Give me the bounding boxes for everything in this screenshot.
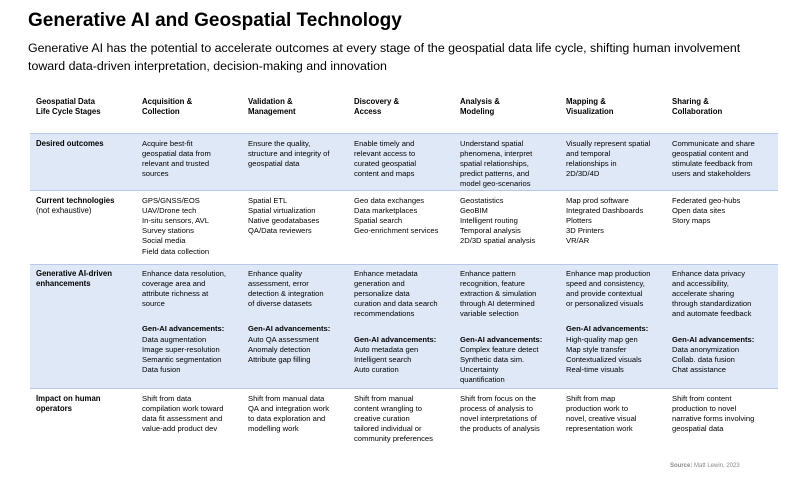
- cell-line: GeoBIM: [460, 205, 488, 215]
- advancement-line: Complex feature detect: [460, 344, 539, 354]
- cell-line: variable selection: [460, 309, 519, 319]
- advancement-line: Real-time visuals: [566, 365, 624, 375]
- cell-line: Shift from manual: [354, 393, 414, 403]
- advancement-line: Synthetic data sim.: [460, 354, 525, 364]
- cell-line: and accessibility,: [672, 278, 729, 288]
- table-cell: [666, 264, 778, 388]
- table-cell: [666, 190, 778, 264]
- cell-line: geospatial data: [672, 424, 724, 434]
- table-cell: [242, 388, 348, 452]
- cell-line: community preferences: [354, 434, 433, 444]
- row-label-line: operators: [36, 403, 72, 413]
- cell-line: Shift from data: [142, 393, 192, 403]
- column-header-line: Management: [248, 107, 296, 117]
- cell-line: Enhance metadata: [354, 268, 418, 278]
- cell-line: tailored individual or: [354, 424, 422, 434]
- table-cell: [348, 190, 454, 264]
- cell-line: Plotters: [566, 215, 592, 225]
- column-header: [348, 93, 454, 133]
- cell-line: Enhance map production: [566, 268, 651, 278]
- cell-line: Story maps: [672, 215, 711, 225]
- cell-line: model geo-scenarios: [460, 179, 531, 189]
- header-corner: [30, 93, 136, 133]
- cell-line: QA/Data reviewers: [248, 226, 312, 236]
- source-label: Source:: [670, 463, 693, 469]
- table-cell: [136, 133, 242, 190]
- cell-line: Shift from map: [566, 393, 616, 403]
- cell-line: production work to: [566, 403, 629, 413]
- row-impact: [30, 388, 778, 452]
- cell-line: curation and data search: [354, 299, 438, 309]
- advancement-line: Data augmentation: [142, 334, 207, 344]
- cell-line: modelling work: [248, 424, 299, 434]
- row-label: [30, 264, 136, 388]
- advancements-heading: Gen-AI advancements:: [566, 324, 649, 334]
- cell-line: Shift from manual data: [248, 393, 325, 403]
- table-cell: [560, 388, 666, 452]
- advancement-line: Data fusion: [142, 365, 181, 375]
- cell-line: attribute richness at: [142, 288, 209, 298]
- cell-line: Shift from focus on the: [460, 393, 536, 403]
- column-header-line: Visualization: [566, 107, 614, 117]
- header-corner-line: Life Cycle Stages: [36, 107, 101, 117]
- cell-line: novel interpretations of: [460, 413, 537, 423]
- table-cell: [348, 133, 454, 190]
- column-header-line: Acquisition &: [142, 97, 193, 106]
- cell-line: In-situ sensors, AVL: [142, 215, 209, 225]
- cell-line: Temporal analysis: [460, 226, 521, 236]
- cell-line: assessment, error: [248, 278, 309, 288]
- cell-line: Geostatistics: [460, 195, 504, 205]
- column-header: [242, 93, 348, 133]
- cell-line: predict patterns, and: [460, 169, 530, 179]
- cell-line: content and maps: [354, 169, 415, 179]
- cell-line: accelerate sharing: [672, 288, 735, 298]
- advancement-line: quantification: [460, 375, 505, 385]
- page-title: Generative AI and Geospatial Technology: [28, 10, 402, 31]
- source-credit: [670, 463, 740, 469]
- cell-line: curated geospatial: [354, 158, 417, 168]
- advancement-line: Uncertainty: [460, 365, 499, 375]
- cell-line: sources: [142, 169, 169, 179]
- cell-line: personalize data: [354, 288, 410, 298]
- cell-line: representation work: [566, 424, 633, 434]
- table-cell: [454, 133, 560, 190]
- cell-line: generation and: [354, 278, 405, 288]
- cell-line: Federated geo-hubs: [672, 195, 741, 205]
- cell-line: Ensure the quality,: [248, 138, 311, 148]
- row-label: [30, 190, 136, 264]
- cell-line: content wrangling to: [354, 403, 422, 413]
- column-header-line: Collection: [142, 107, 180, 117]
- cell-line: phenomena, interpret: [460, 148, 533, 158]
- row-current: [30, 190, 778, 264]
- cell-line: geospatial data from: [142, 148, 211, 158]
- row-label-text: Desired outcomes: [36, 138, 104, 148]
- cell-line: compilation work toward: [142, 403, 224, 413]
- advancement-line: Auto QA assessment: [248, 334, 319, 344]
- cell-line: speed and consistency,: [566, 278, 645, 288]
- table-cell: [454, 388, 560, 452]
- column-header-line: Discovery &: [354, 97, 400, 106]
- header-corner-line: Geospatial Data: [36, 97, 95, 106]
- cell-line: data fit assessment and: [142, 413, 223, 423]
- table-cell: [242, 190, 348, 264]
- cell-line: Enable timely and: [354, 138, 415, 148]
- column-header-line: Mapping &: [566, 97, 606, 106]
- row-label-line: Impact on human: [36, 393, 101, 403]
- cell-line: to data exploration and: [248, 413, 326, 423]
- column-header: [454, 93, 560, 133]
- life-cycle-table: [30, 93, 778, 452]
- cell-line: creative curation: [354, 413, 410, 423]
- advancements-heading: Gen-AI advancements:: [354, 334, 437, 344]
- advancement-line: Image super-resolution: [142, 344, 220, 354]
- row-label-line: enhancements: [36, 278, 91, 288]
- cell-line: Geo data exchanges: [354, 195, 425, 205]
- cell-line: spatial relationships,: [460, 158, 529, 168]
- cell-line: Field data collection: [142, 246, 210, 256]
- source-text: Matt Lewin, 2023: [692, 463, 740, 469]
- advancement-line: Anomaly detection: [248, 344, 311, 354]
- advancement-line: Semantic segmentation: [142, 354, 222, 364]
- column-header-line: Sharing &: [672, 97, 709, 106]
- cell-line: Social media: [142, 236, 186, 246]
- row-label-text: Current technologies: [36, 195, 115, 205]
- cell-line: 2D/3D/4D: [566, 169, 600, 179]
- table-cell: [136, 190, 242, 264]
- column-header-line: Access: [354, 107, 382, 117]
- cell-line: Enhance data privacy: [672, 268, 746, 278]
- advancement-line: Intelligent search: [354, 354, 412, 364]
- cell-line: geospatial content and: [672, 148, 749, 158]
- row-label-line: Generative AI-driven: [36, 268, 112, 278]
- column-header: [560, 93, 666, 133]
- cell-line: Spatial virtualization: [248, 205, 316, 215]
- table-cell: [454, 264, 560, 388]
- cell-line: relationships in: [566, 158, 617, 168]
- table-cell: [666, 133, 778, 190]
- row-desired: [30, 133, 778, 190]
- cell-line: GPS/GNSS/EOS: [142, 195, 200, 205]
- cell-line: relevant and trusted: [142, 158, 210, 168]
- cell-line: recognition, feature: [460, 278, 526, 288]
- table-cell: [666, 388, 778, 452]
- cell-line: UAV/Drone tech: [142, 205, 197, 215]
- cell-line: recommendations: [354, 309, 415, 319]
- table-cell: [560, 190, 666, 264]
- table-cell: [348, 264, 454, 388]
- advancement-line: Chat assistance: [672, 365, 727, 375]
- cell-line: Spatial search: [354, 215, 403, 225]
- column-header-line: Collaboration: [672, 107, 723, 117]
- cell-line: Intelligent routing: [460, 215, 518, 225]
- advancements-heading: Gen-AI advancements:: [672, 334, 755, 344]
- table-cell: [348, 388, 454, 452]
- table-cell: [136, 388, 242, 452]
- cell-line: through AI determined: [460, 299, 535, 309]
- advancement-line: High-quality map gen: [566, 334, 638, 344]
- cell-line: Open data sites: [672, 205, 726, 215]
- row-label-note: (not exhaustive): [36, 205, 92, 215]
- column-header: [136, 93, 242, 133]
- cell-line: Native geodatabases: [248, 215, 320, 225]
- row-genai: [30, 264, 778, 388]
- cell-line: Enhance pattern: [460, 268, 516, 278]
- column-header: [666, 93, 778, 133]
- table-cell: [454, 190, 560, 264]
- cell-line: Geo-enrichment services: [354, 226, 439, 236]
- cell-line: the products of analysis: [460, 424, 540, 434]
- advancements-heading: Gen-AI advancements:: [142, 324, 225, 334]
- cell-line: Spatial ETL: [248, 195, 288, 205]
- advancement-line: Contextualized visuals: [566, 354, 642, 364]
- cell-line: production to novel: [672, 403, 737, 413]
- row-label: [30, 388, 136, 452]
- cell-line: Enhance quality: [248, 268, 303, 278]
- cell-line: or personalized visuals: [566, 299, 644, 309]
- cell-line: novel, creative visual: [566, 413, 637, 423]
- advancement-line: Auto curation: [354, 365, 399, 375]
- table-cell: [560, 264, 666, 388]
- cell-line: users and stakeholders: [672, 169, 751, 179]
- cell-line: source: [142, 299, 165, 309]
- cell-line: Understand spatial: [460, 138, 524, 148]
- column-header-line: Modeling: [460, 107, 495, 117]
- cell-line: Shift from content: [672, 393, 732, 403]
- cell-line: QA and integration work: [248, 403, 330, 413]
- advancement-line: Auto metadata gen: [354, 344, 419, 354]
- cell-line: relevant access to: [354, 148, 416, 158]
- cell-line: 2D/3D spatial analysis: [460, 236, 536, 246]
- advancement-line: Attribute gap filling: [248, 354, 311, 364]
- cell-line: extraction & simulation: [460, 288, 537, 298]
- table-cell: [242, 264, 348, 388]
- cell-line: 3D Printers: [566, 226, 604, 236]
- cell-line: VR/AR: [566, 236, 590, 246]
- cell-line: narrative forms involving: [672, 413, 755, 423]
- advancement-line: Data anonymization: [672, 344, 740, 354]
- advancement-line: Map style transfer: [566, 344, 627, 354]
- cell-line: process of analysis to: [460, 403, 534, 413]
- cell-line: structure and integrity of: [248, 148, 330, 158]
- cell-line: Survey stations: [142, 226, 194, 236]
- row-label: [30, 133, 136, 190]
- cell-line: and temporal: [566, 148, 611, 158]
- advancements-heading: Gen-AI advancements:: [460, 334, 543, 344]
- cell-line: geospatial data: [248, 158, 300, 168]
- table-cell: [242, 133, 348, 190]
- table-cell: [136, 264, 242, 388]
- advancements-heading: Gen-AI advancements:: [248, 324, 331, 334]
- cell-line: stimulate feedback from: [672, 158, 753, 168]
- cell-line: and automate feedback: [672, 309, 752, 319]
- column-header-line: Validation &: [248, 97, 293, 106]
- page-subtitle: Generative AI has the potential to accelerate outcomes at every stage of the geospatial data life cycle, shifting human involvement toward data-driven interpretation, decision-making and innovation: [28, 41, 741, 73]
- cell-line: Map prod software: [566, 195, 629, 205]
- cell-line: value-add product dev: [142, 424, 218, 434]
- cell-line: detection & integration: [248, 288, 324, 298]
- cell-line: of diverse datasets: [248, 299, 312, 309]
- cell-line: Integrated Dashboards: [566, 205, 644, 215]
- cell-line: Acquire best-fit: [142, 138, 193, 148]
- cell-line: coverage area and: [142, 278, 206, 288]
- cell-line: and provide contextual: [566, 288, 643, 298]
- cell-line: Visually represent spatial: [566, 138, 651, 148]
- table-cell: [560, 133, 666, 190]
- cell-line: Data marketplaces: [354, 205, 418, 215]
- cell-line: through standardization: [672, 299, 752, 309]
- advancement-line: Collab. data fusion: [672, 354, 735, 364]
- cell-line: Enhance data resolution,: [142, 268, 227, 278]
- cell-line: Communicate and share: [672, 138, 755, 148]
- column-header-line: Analysis &: [460, 97, 500, 106]
